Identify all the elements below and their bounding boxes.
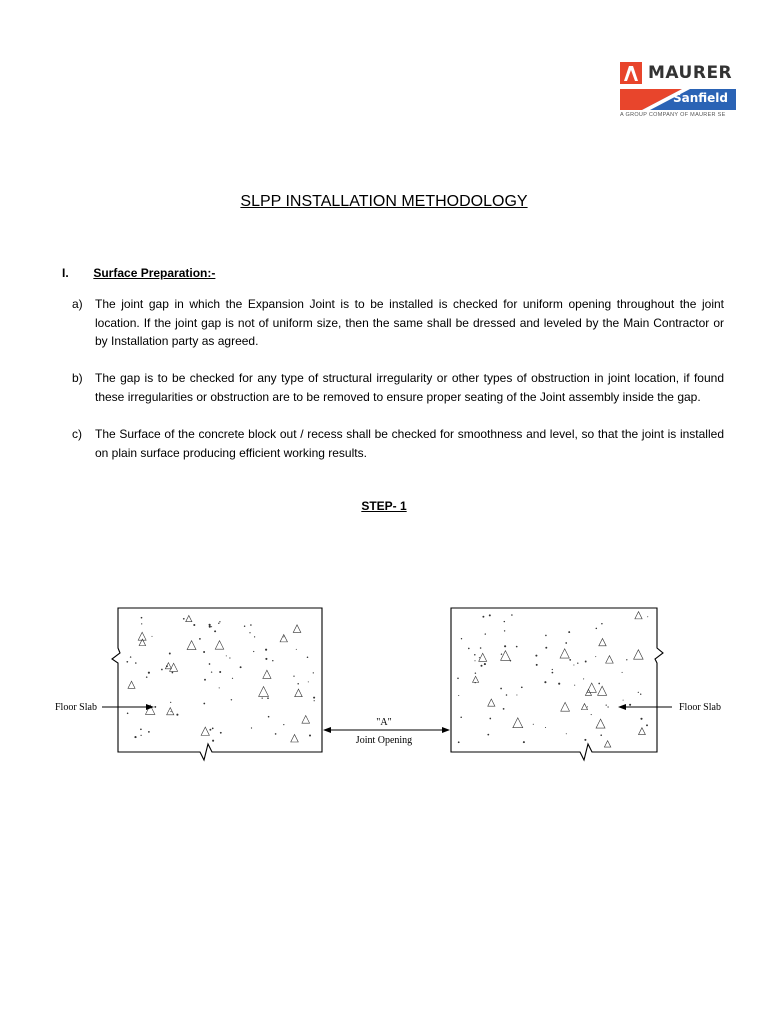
section-label: Surface Preparation:-	[93, 266, 216, 280]
list-item	[72, 295, 724, 351]
joint-opening-drawing	[40, 595, 740, 765]
dimension-arrowhead-left	[323, 727, 331, 733]
right-floor-slab	[451, 608, 663, 760]
logo-top-row	[620, 62, 736, 86]
logo-brand-text: MAURER	[648, 63, 733, 83]
section-number: I.	[62, 266, 69, 280]
list-item-text: The Surface of the concrete block out / recess shall be checked for smoothness and level, so that the joint is installed on plain surface producing efficient working results.	[95, 427, 724, 460]
logo-tagline: A GROUP COMPANY OF MAURER SE	[620, 112, 726, 118]
list-item-marker: a)	[72, 297, 83, 311]
right-slab-arrowhead	[618, 704, 626, 710]
logo-sub-brand: Sanfield	[672, 91, 728, 105]
company-logo	[620, 62, 736, 120]
maurer-mark-icon	[620, 62, 642, 84]
list-item	[72, 425, 724, 462]
list-item-marker: b)	[72, 371, 83, 385]
left-slab-speckles	[126, 615, 315, 742]
left-slab-label: Floor Slab	[55, 702, 97, 713]
left-floor-slab	[112, 608, 322, 760]
gap-label: Joint Opening	[355, 735, 413, 746]
list-item	[72, 369, 724, 406]
list-item-marker: c)	[72, 427, 82, 441]
dimension-arrowhead-right	[442, 727, 450, 733]
gap-mark: "A"	[376, 717, 392, 728]
list-item-text: The gap is to be checked for any type of structural irregularity or other types of obstruction in joint location, if found these irregularities or obstruction are to be removed to ensure proper seating of the Joint assembly inside the gap.	[95, 371, 724, 404]
right-slab-label: Floor Slab	[679, 702, 721, 713]
list-item-text: The joint gap in which the Expansion Joint is to be installed is checked for uniform opening throughout the joint location. If the joint gap is not of uniform size, then the same shall be dressed and leveled by the Main Contractor or by Installation party as agreed.	[95, 297, 724, 348]
section-heading	[62, 266, 215, 280]
document-title: SLPP INSTALLATION METHODOLOGY	[240, 193, 528, 210]
step-heading: STEP- 1	[361, 499, 407, 513]
right-slab-speckles	[457, 612, 648, 747]
